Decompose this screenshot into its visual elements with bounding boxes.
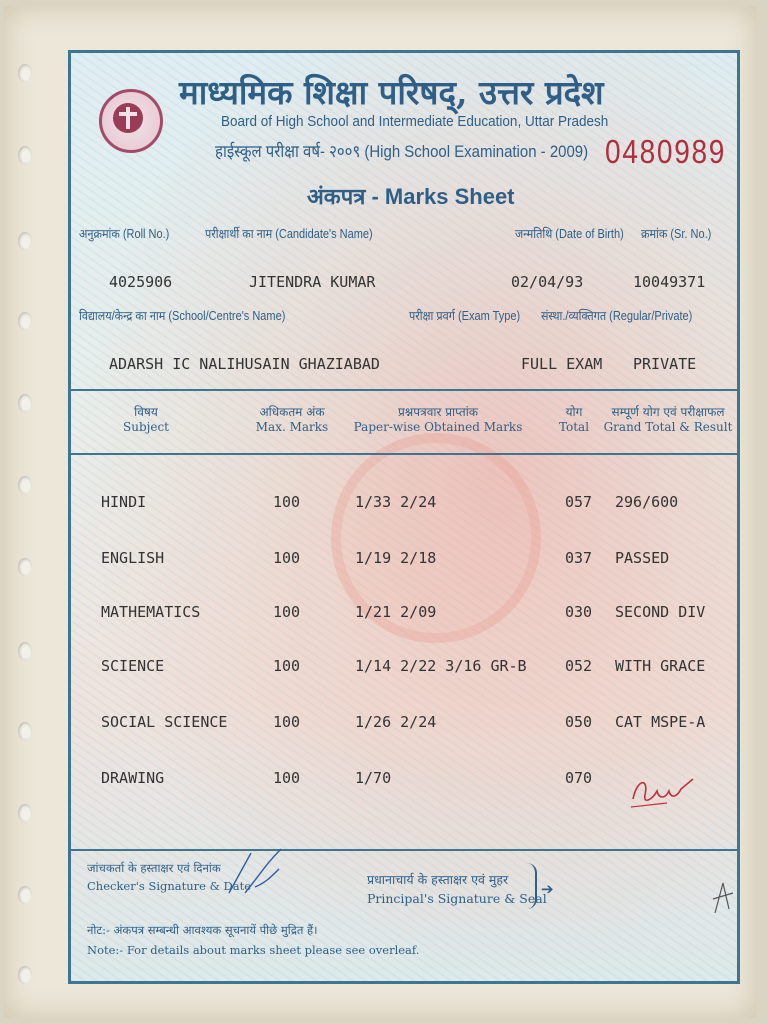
arrow-right-icon: ➔	[541, 880, 554, 898]
serial-number: 0480989	[605, 133, 727, 170]
regular-private-value: PRIVATE	[633, 355, 697, 373]
roll-no-value: 4025906	[109, 273, 173, 291]
divider	[71, 453, 737, 455]
total-cell: 057	[565, 493, 593, 511]
punch-hole	[18, 394, 32, 412]
punch-hole	[18, 966, 32, 984]
board-logo-icon	[99, 89, 163, 153]
handwritten-signature	[627, 769, 697, 813]
total-cell: 050	[565, 713, 593, 731]
principal-handwritten-mark	[711, 879, 735, 919]
total-cell: 030	[565, 603, 593, 621]
punch-hole	[18, 804, 32, 822]
result-cell: SECOND DIV	[615, 603, 706, 621]
board-title-english: Board of High School and Intermediate Education, Uttar Pradesh	[221, 113, 609, 130]
max-marks-cell: 100	[273, 493, 301, 511]
header-max-marks: अधिकतम अंक Max. Marks	[255, 405, 329, 434]
punch-hole	[18, 476, 32, 494]
result-cell: 296/600	[615, 493, 679, 511]
punch-hole	[18, 886, 32, 904]
punch-hole	[18, 232, 32, 250]
punch-hole	[18, 558, 32, 576]
checker-handwritten-date	[221, 843, 291, 903]
school-value: ADARSH IC NALIHUSAIN GHAZIABAD	[109, 355, 380, 373]
principal-signature-label-hindi: प्रधानाचार्य के हस्ताक्षर एवं मुहर	[367, 872, 509, 887]
max-marks-cell: 100	[273, 713, 301, 731]
exam-type-value: FULL EXAM	[521, 355, 603, 373]
punch-hole	[18, 146, 32, 164]
subject-cell: DRAWING	[101, 769, 165, 787]
paper-marks-cell: 1/21 2/09	[355, 603, 437, 621]
result-cell: CAT MSPE-A	[615, 713, 706, 731]
punch-hole	[18, 722, 32, 740]
paper-marks-cell: 1/14 2/22 3/16 GR-B	[355, 657, 527, 675]
sr-no-value: 10049371	[633, 273, 706, 291]
header-paper-marks: प्रश्नपत्रवार प्राप्तांक Paper-wise Obtained Marks	[353, 405, 523, 434]
sr-no-label: क्रमांक (Sr. No.)	[641, 227, 712, 241]
subject-cell: MATHEMATICS	[101, 603, 201, 621]
divider	[71, 849, 737, 851]
sheet-title: अंकपत्र - Marks Sheet	[307, 184, 515, 209]
result-cell: PASSED	[615, 549, 670, 567]
max-marks-cell: 100	[273, 549, 301, 567]
checker-signature-label: Checker's Signature & Date	[87, 879, 252, 893]
divider	[71, 389, 737, 391]
result-cell: WITH GRACE	[615, 657, 706, 675]
dob-label: जन्मतिथि (Date of Birth)	[515, 227, 624, 241]
dob-value: 02/04/93	[511, 273, 584, 291]
checker-signature-label-hindi: जांचकर्ता के हस्ताक्षर एवं दिनांक	[87, 861, 221, 875]
header-total: योग Total	[558, 405, 590, 434]
regular-private-label: संस्था./व्यक्तिगत (Regular/Private)	[541, 309, 693, 323]
punch-hole	[18, 64, 32, 82]
subject-cell: SCIENCE	[101, 657, 165, 675]
header-grand-total: सम्पूर्ण योग एवं परीक्षाफल Grand Total & Result	[603, 405, 733, 434]
max-marks-cell: 100	[273, 603, 301, 621]
paper-marks-cell: 1/33 2/24	[355, 493, 437, 511]
punch-hole	[18, 312, 32, 330]
header-subject: विषय Subject	[123, 405, 169, 434]
subject-cell: SOCIAL SCIENCE	[101, 713, 228, 731]
total-cell: 037	[565, 549, 593, 567]
max-marks-cell: 100	[273, 769, 301, 787]
roll-no-label: अनुक्रमांक (Roll No.)	[79, 227, 170, 241]
paper-marks-cell: 1/19 2/18	[355, 549, 437, 567]
paper-marks-cell: 1/70	[355, 769, 392, 787]
board-title-hindi: माध्यमिक शिक्षा परिषद्, उत्तर प्रदेश	[179, 73, 604, 112]
school-label: विद्यालय/केन्द्र का नाम (School/Centre's Name)	[79, 309, 286, 323]
subject-cell: HINDI	[101, 493, 147, 511]
candidate-name-label: परीक्षार्थी का नाम (Candidate's Name)	[205, 227, 373, 241]
max-marks-cell: 100	[273, 657, 301, 675]
paper-marks-cell: 1/26 2/24	[355, 713, 437, 731]
candidate-name-value: JITENDRA KUMAR	[249, 273, 376, 291]
punch-hole	[18, 642, 32, 660]
marks-sheet	[68, 50, 740, 984]
total-cell: 052	[565, 657, 593, 675]
principal-signature-label: Principal's Signature & Seal	[367, 891, 547, 906]
exam-year-line: हाईस्कूल परीक्षा वर्ष- २००९ (High School Examination - 2009)	[215, 142, 589, 161]
bracket-icon	[527, 863, 537, 909]
total-cell: 070	[565, 769, 593, 787]
note-english: Note:- For details about marks sheet please see overleaf.	[87, 943, 420, 957]
exam-type-label: परीक्षा प्रवर्ग (Exam Type)	[409, 309, 521, 323]
subject-cell: ENGLISH	[101, 549, 165, 567]
note-hindi: नोट:- अंकपत्र सम्बन्धी आवश्यक सूचनायें पीछे मुद्रित हैं।	[87, 923, 318, 937]
